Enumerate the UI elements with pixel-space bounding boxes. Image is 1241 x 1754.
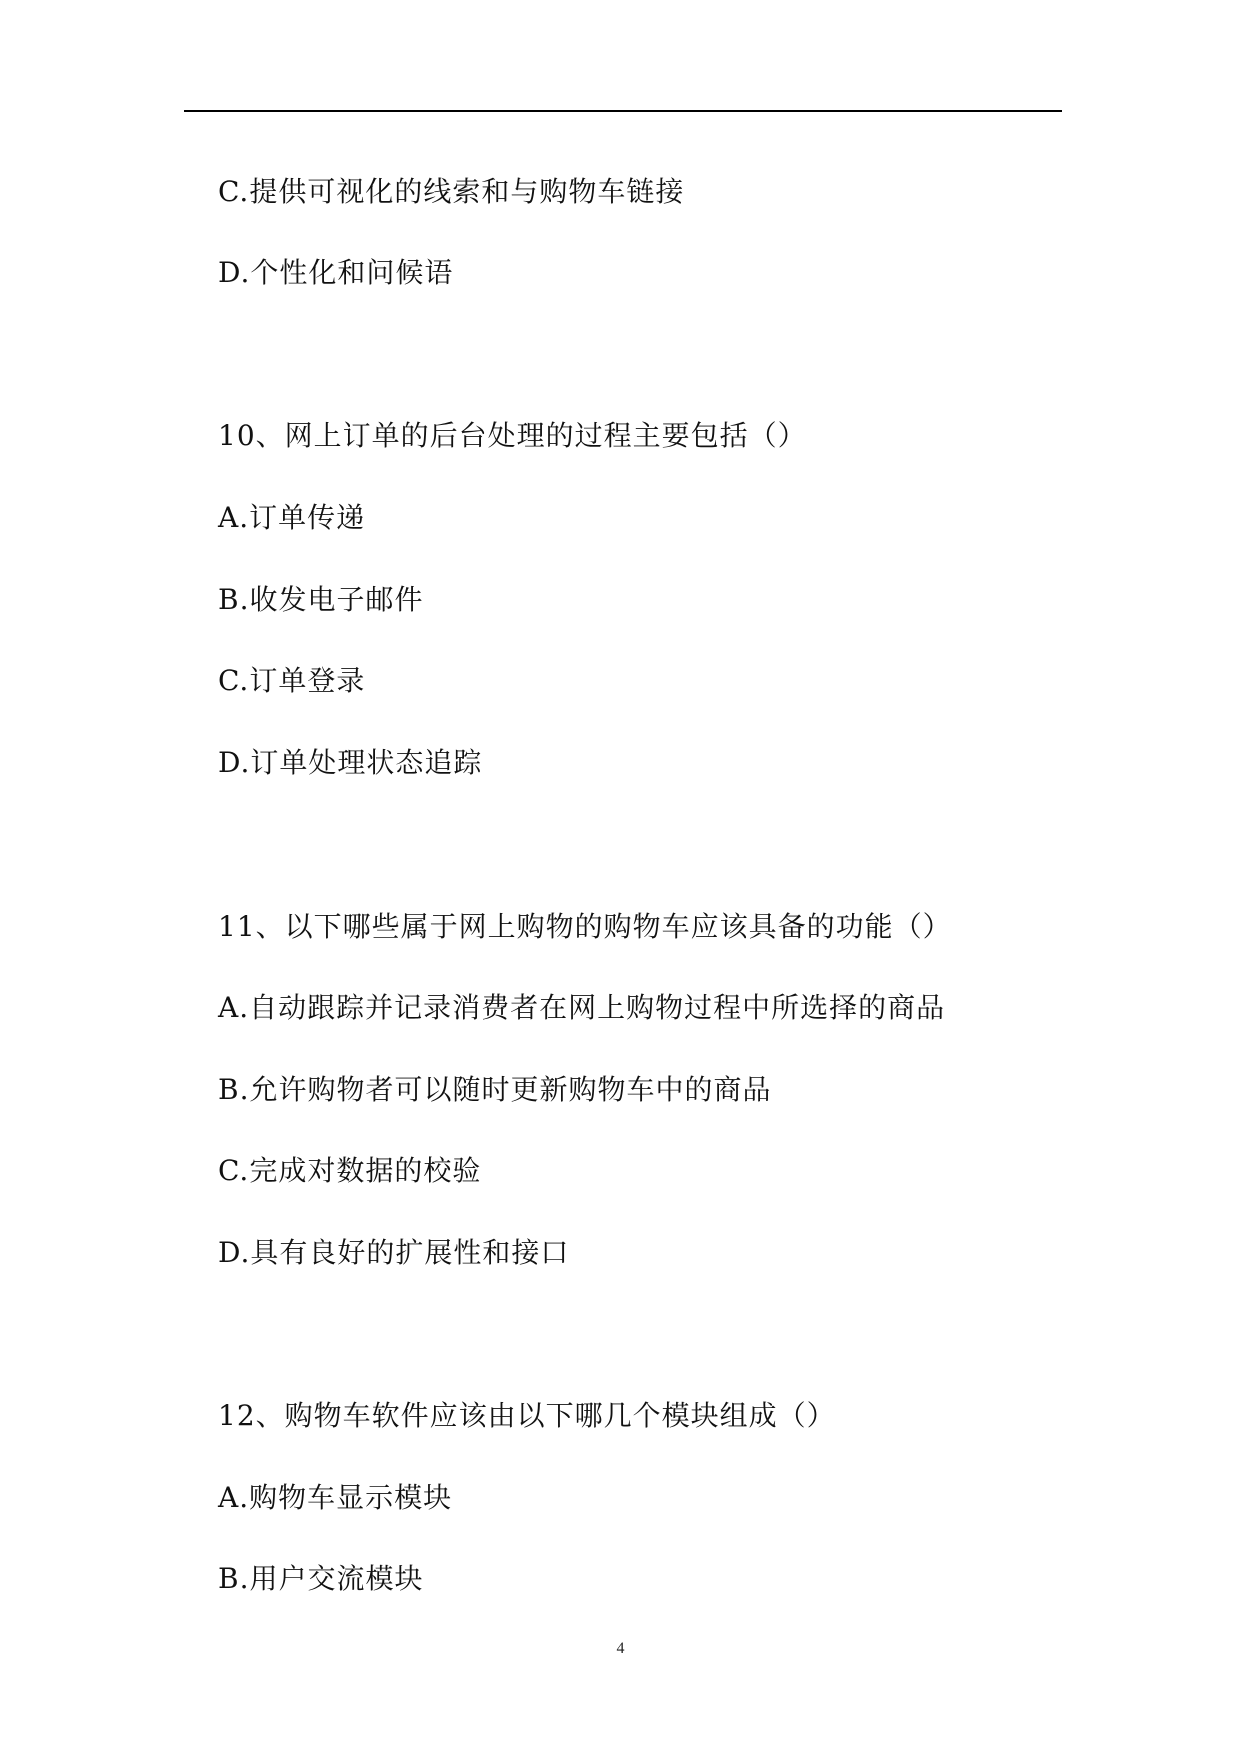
q9-option-c: C.提供可视化的线索和与购物车链接 bbox=[218, 175, 685, 208]
q11-question: 11、以下哪些属于网上购物的购物车应该具备的功能（） bbox=[218, 910, 952, 943]
q11-option-d: D.具有良好的扩展性和接口 bbox=[218, 1236, 570, 1269]
q10-option-a: A.订单传递 bbox=[218, 501, 366, 534]
q12-option-a: A.购物车显示模块 bbox=[218, 1481, 453, 1514]
page-number: 4 bbox=[616, 1640, 625, 1657]
q10-option-d: D.订单处理状态追踪 bbox=[218, 746, 483, 779]
q11-option-a: A.自动跟踪并记录消费者在网上购物过程中所选择的商品 bbox=[218, 991, 946, 1024]
q9-option-d: D.个性化和问候语 bbox=[218, 256, 454, 289]
q11-option-c: C.完成对数据的校验 bbox=[218, 1154, 482, 1187]
header-rule bbox=[184, 110, 1062, 112]
q10-question: 10、网上订单的后台处理的过程主要包括（） bbox=[218, 419, 807, 452]
q12-question: 12、购物车软件应该由以下哪几个模块组成（） bbox=[218, 1399, 836, 1432]
q12-option-b: B.用户交流模块 bbox=[218, 1562, 424, 1595]
q10-option-c: C.订单登录 bbox=[218, 664, 366, 697]
q10-option-b: B.收发电子邮件 bbox=[218, 583, 424, 616]
q11-option-b: B.允许购物者可以随时更新购物车中的商品 bbox=[218, 1073, 772, 1106]
